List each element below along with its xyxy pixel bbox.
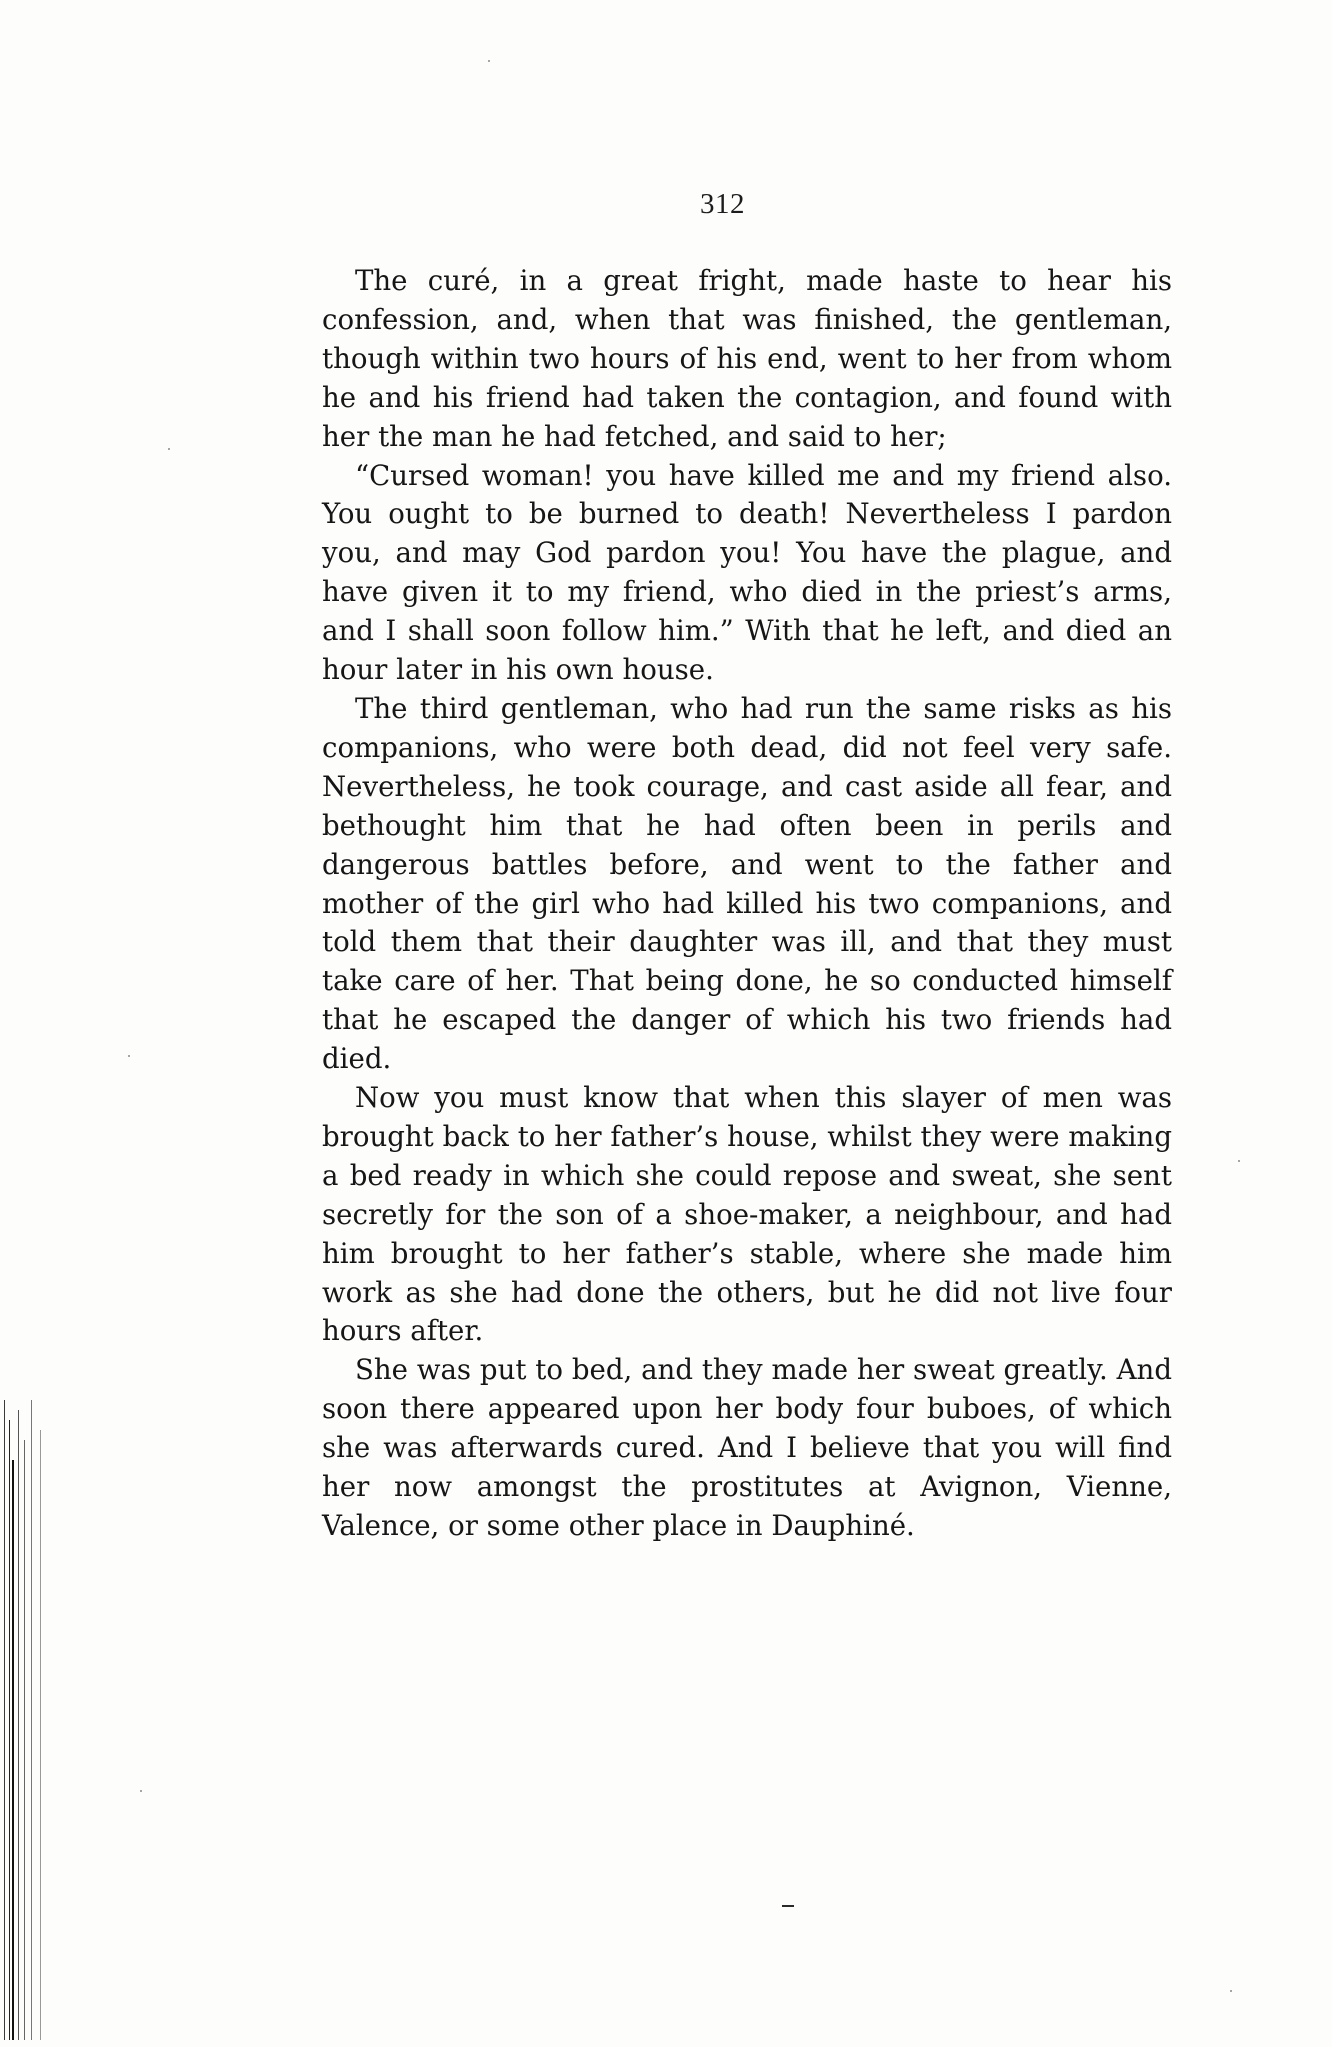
paragraph-3: The third gentleman, who had run the same risks as his companions, who were both dead, did not feel very safe. Nevertheless, he took courage, and cast aside all fear, and bethought him that he had often been in perils and dangerous battles before, and went to the father and mother of the girl who had killed his two companions, and told them that their daughter was ill, and that they must take care of her. That being done, he so conducted himself that he escaped the danger of which his two friends had died.	[322, 691, 1172, 1076]
binding-line	[4, 1400, 5, 2040]
paragraph-1: The curé, in a great fright, made haste to hear his confession, and, when that was finished, the gentleman, though within two hours of his end, went to her from whom he and his friend had taken the contagion, and found with her the man he had fetched, and said to her;	[322, 264, 1172, 453]
binding-line	[12, 1460, 14, 2040]
paper-speck	[168, 448, 170, 450]
binding-line	[40, 1430, 41, 2040]
paragraph-4: Now you must know that when this slayer of men was brought back to her father’s house, whilst they were making a bed ready in which she could repose and sweat, she sent secretly for the son of a shoe-maker, a neighbour, and had him brought to her father’s stable, where she made him work as she had done the others, but he did not live four hours after.	[322, 1081, 1172, 1348]
binding-line	[9, 1420, 10, 2040]
page-binding-edge	[0, 1400, 50, 2040]
binding-line	[18, 1410, 19, 2040]
binding-line	[31, 1400, 32, 2040]
footer-dash	[782, 1905, 794, 1907]
body-text	[322, 262, 1172, 1546]
paragraph-2: “Cursed woman! you have killed me and my friend also. You ought to be burned to death! Nevertheless I pardon you, and may God pardon you! You have the plague, and have given it to my friend, who died in the priest’s arms, and I shall soon follow him.” With that he left, and died an hour later in his own house.	[322, 458, 1172, 687]
paper-speck	[1230, 1990, 1232, 1992]
paper-speck	[140, 1790, 142, 1792]
paper-speck	[1238, 1160, 1240, 1162]
page-number: 312	[700, 188, 745, 220]
binding-line	[24, 1440, 25, 2040]
paragraph-5: She was put to bed, and they made her sweat greatly. And soon there appeared upon her body four buboes, of which she was afterwards cured. And I believe that you will find her now amongst the prostitutes at Avignon, Vienne, Valence, or some other place in Dauphiné.	[322, 1353, 1172, 1542]
paper-speck	[488, 60, 490, 62]
paper-speck	[128, 1055, 130, 1057]
